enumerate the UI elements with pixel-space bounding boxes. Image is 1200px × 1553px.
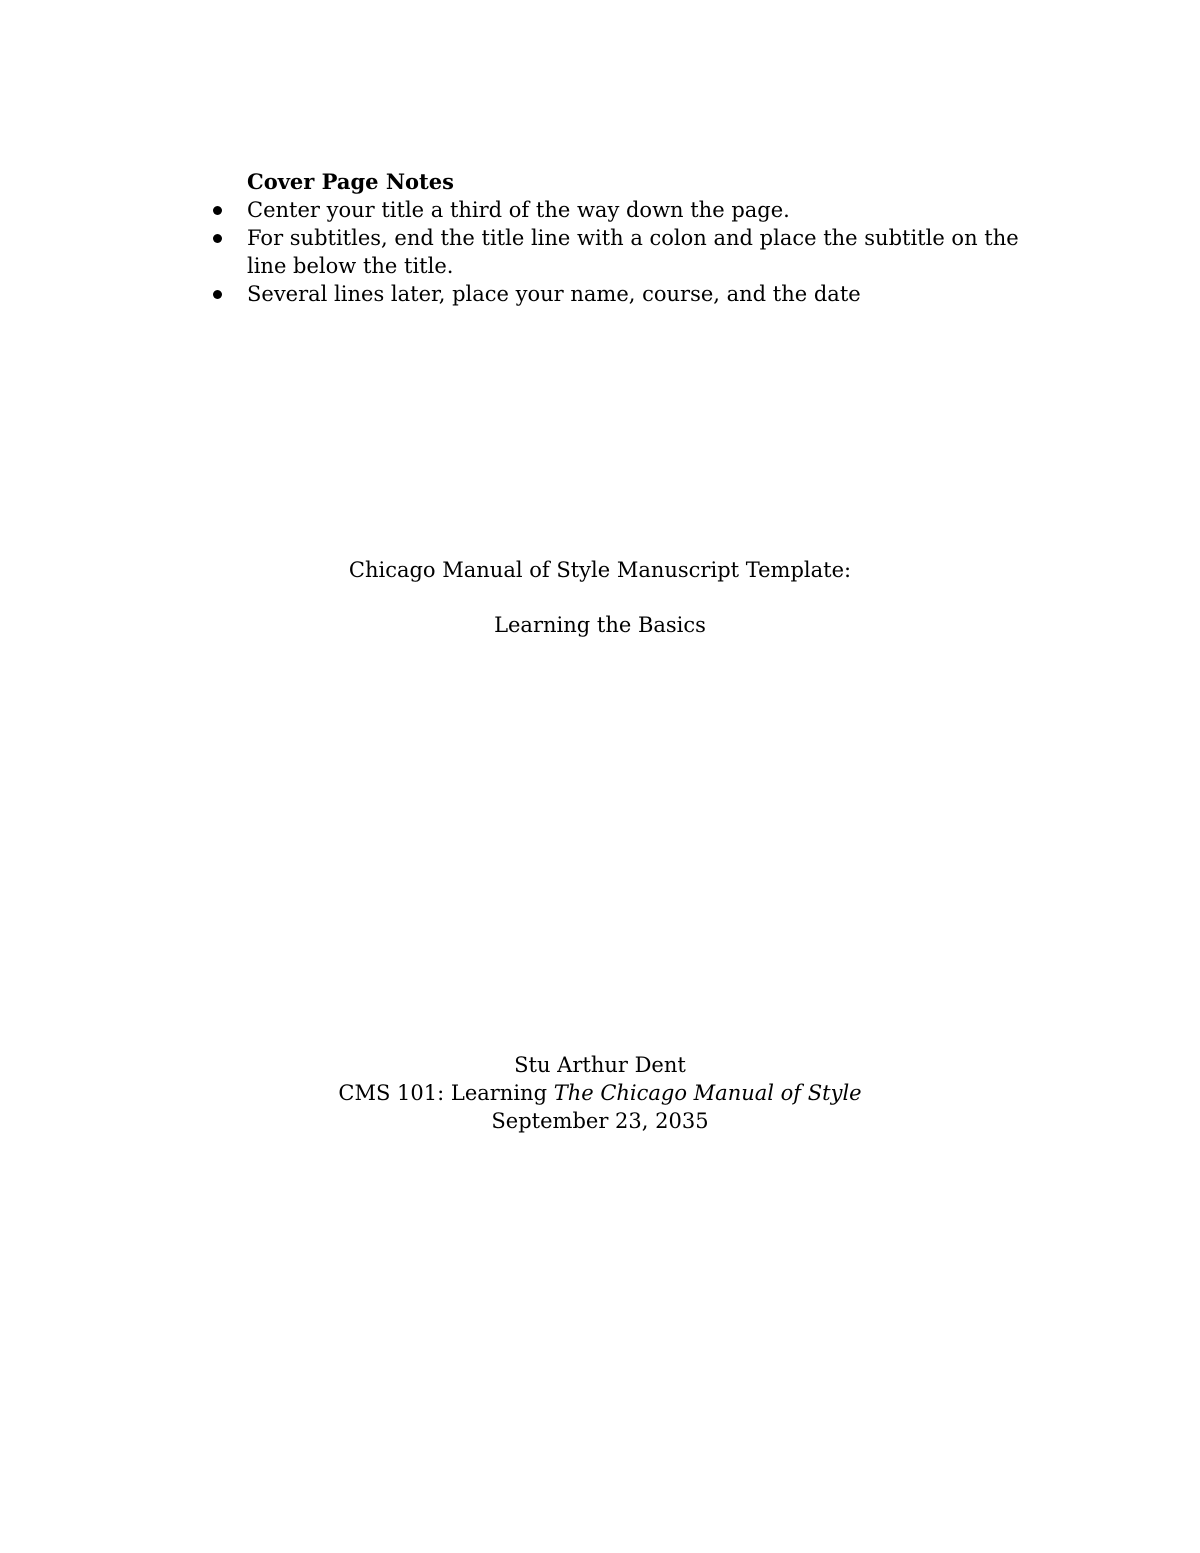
- author-name: Stu Arthur Dent: [514, 1053, 686, 1077]
- author-block: [0, 1051, 1200, 1135]
- bullet-icon: [213, 234, 222, 243]
- document-title: Chicago Manual of Style Manuscript Template:: [348, 558, 852, 582]
- notes-list: [205, 196, 1025, 308]
- notes-list-item: [205, 196, 1025, 224]
- notes-item-text: For subtitles, end the title line with a colon and place the subtitle on the line below the title.: [247, 226, 1019, 278]
- course-italic-title: The Chicago Manual of Style: [553, 1081, 862, 1105]
- course-line: [0, 1079, 1200, 1107]
- notes-list-item: [205, 224, 1025, 280]
- bullet-icon: [213, 206, 222, 215]
- notes-item-text: Several lines later, place your name, course, and the date: [247, 282, 861, 306]
- document-subtitle: Learning the Basics: [494, 613, 706, 637]
- bullet-icon: [213, 290, 222, 299]
- notes-item-text: Center your title a third of the way down the page.: [247, 198, 790, 222]
- notes-list-item: [205, 280, 1025, 308]
- course-name: CMS 101: Learning: [338, 1081, 554, 1105]
- date: September 23, 2035: [491, 1109, 709, 1133]
- cover-page-notes: [205, 168, 1025, 308]
- notes-heading: Cover Page Notes: [247, 169, 454, 194]
